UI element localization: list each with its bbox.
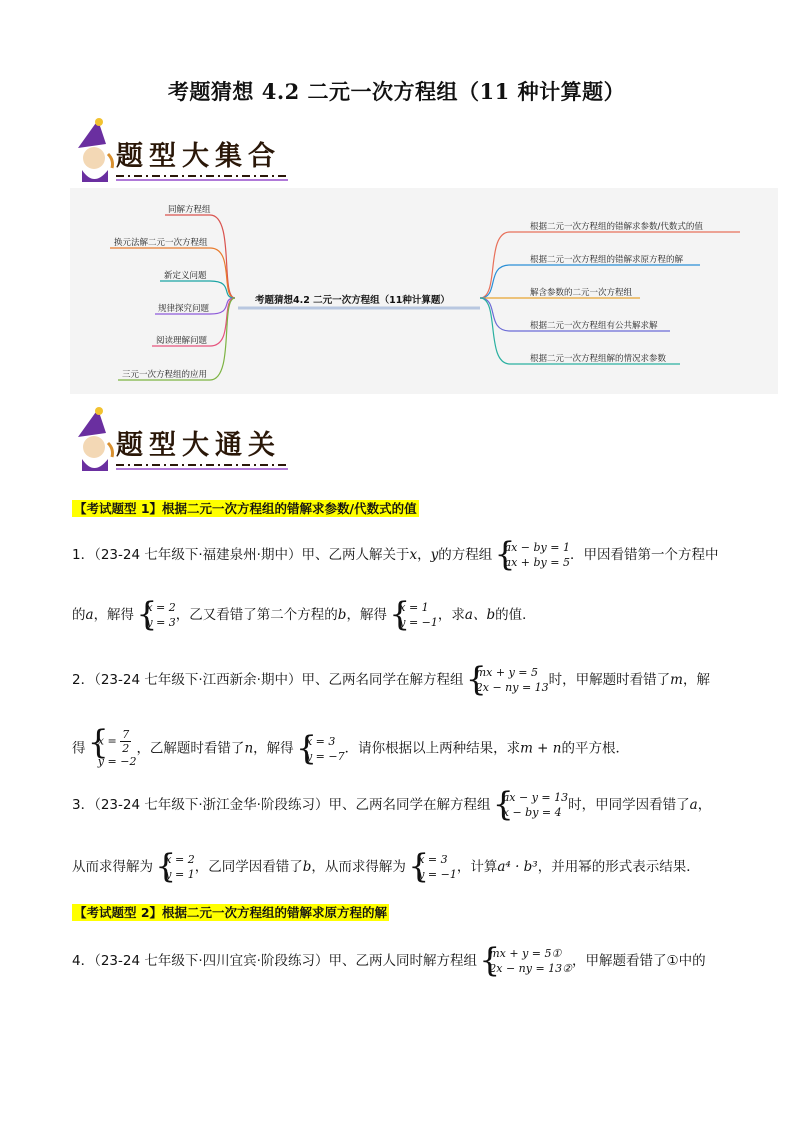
section-tag-2 [72, 902, 389, 921]
question-2-line-1 [72, 665, 710, 695]
mind-map [70, 188, 778, 394]
question-text: ，解得 [346, 607, 387, 623]
equation-line: { x = 2 [146, 601, 176, 614]
equation-line: { x = 3 [305, 734, 336, 748]
question-3-line-1 [72, 790, 711, 820]
section-tag-label: 【考试题型 1】根据二元一次方程组的错解求参数/代数式的值 [74, 501, 417, 516]
question-text: 3．（23-24 七年级下·浙江金华·阶段练习）甲、乙两名同学在解方程组 [72, 797, 491, 813]
mind-map-right-node: 根据二元一次方程组的错解求原方程的解 [530, 255, 684, 265]
banner-title: 题型大集合 [116, 141, 281, 172]
equation-system [468, 665, 549, 695]
equation-line: ax + by = 5 [504, 556, 570, 569]
question-text: ，乙又看错了第二个方程的 [175, 607, 338, 623]
math-var: a [85, 607, 94, 623]
equation-line: y = 1 [165, 868, 195, 881]
question-4-line-1 [72, 946, 706, 976]
question-text: 1．（23-24 七年级下·福建泉州·期中）甲、乙两人解关于 [72, 547, 410, 563]
question-text: ，并用幂的形式表示结果． [537, 859, 700, 875]
equation-line: 2x − ny = 13 [475, 681, 549, 694]
math-var: a [689, 797, 698, 813]
mind-map-center: 考题猜想4.2 二元一次方程组（11种计算题） [255, 295, 450, 306]
math-var: y [430, 547, 439, 563]
question-text: ．甲因看错第一个方程中 [569, 547, 719, 563]
question-text: 4．（23-24 七年级下·四川宜宾·阶段练习）甲、乙两人同时解方程组 [72, 953, 477, 969]
fraction-numerator: 7 [122, 728, 130, 741]
solution-system [298, 734, 345, 764]
equation-line: y = −7 [305, 749, 345, 763]
question-text: ，乙同学因看错了 [194, 859, 303, 875]
equation-line: { ax − by = 1 [504, 541, 570, 554]
equation-line: 2x − ny = 13② [489, 962, 573, 975]
solution-system [391, 600, 438, 630]
fraction-denominator: 2 [122, 742, 130, 755]
equation-line: y = 3 [146, 616, 176, 629]
math-var: a、b [464, 607, 496, 623]
mind-map-left-node: 新定义问题 [164, 271, 207, 281]
equation-line: y = −2 [97, 755, 137, 768]
equation-system [497, 540, 570, 570]
equation-line: { x = 1 [399, 601, 429, 614]
equation-line: { ax − y = 13 [502, 791, 569, 804]
question-text: ， [697, 797, 712, 813]
question-text: ．请你根据以上两种结果，求 [344, 740, 521, 757]
question-3-line-2 [72, 852, 700, 882]
question-text: ，计算 [456, 859, 498, 875]
question-text: ，解 [682, 672, 710, 688]
question-text: 的 [72, 607, 86, 623]
question-2-line-2 [72, 728, 629, 769]
question-text: 从而求得解为 [72, 859, 153, 875]
question-text: ，从而求得解为 [311, 859, 406, 875]
question-1-line-2 [72, 600, 536, 630]
math-var: b [337, 607, 347, 623]
solution-system [410, 852, 457, 882]
question-text: 时，甲解题时看错了 [548, 672, 671, 688]
fraction [120, 728, 131, 755]
equation-line: y = −1 [418, 868, 457, 881]
equation-system [481, 946, 572, 976]
equation-line: y = −1 [399, 616, 438, 629]
question-text: 的平方根． [561, 740, 629, 757]
section-banner-challenge [68, 405, 298, 477]
mind-map-connectors [70, 188, 778, 394]
section-tag-label: 【考试题型 2】根据二元一次方程组的错解求原方程的解 [74, 905, 388, 920]
question-text: 得 [72, 740, 86, 757]
banner-title: 题型大通关 [116, 430, 281, 461]
math-var: n [244, 740, 254, 757]
question-text: 的方程组 [438, 547, 493, 563]
equation-line: x − by = 4 [502, 806, 562, 819]
question-text: ，乙解题时看错了 [136, 740, 245, 757]
solution-system [90, 728, 137, 769]
mind-map-right-node: 根据二元一次方程组有公共解求解 [530, 321, 658, 331]
mind-map-left-node: 阅读理解问题 [156, 336, 208, 346]
question-1-line-1 [72, 540, 718, 570]
question-text: ，解得 [253, 740, 294, 757]
mind-map-left-node: 换元法解二元一次方程组 [114, 238, 208, 248]
question-text: 时，甲同学因看错了 [568, 797, 690, 813]
mind-map-right-node: 解含参数的二元一次方程组 [530, 288, 633, 298]
question-text: 2．（23-24 七年级下·江西新余·期中）甲、乙两名同学在解方程组 [72, 672, 464, 688]
math-var: b [302, 859, 312, 875]
equation-system [495, 790, 568, 820]
math-expression: a⁴ · b³ [497, 859, 538, 875]
question-text: ，甲解题看错了①中的 [572, 953, 706, 969]
mind-map-left-node: 三元一次方程组的应用 [122, 370, 208, 380]
equation-line: { x = 2 [165, 853, 195, 866]
page-title: 考题猜想 4.2 二元一次方程组（11 种计算题） [167, 79, 626, 104]
math-var: m [670, 672, 683, 688]
equation-line: { mx + y = 5① [489, 947, 562, 960]
solution-system [138, 600, 175, 630]
mind-map-right-node: 根据二元一次方程组的错解求参数/代数式的值 [530, 222, 703, 232]
mind-map-left-node: 规律探究问题 [158, 304, 210, 314]
solution-system [157, 852, 194, 882]
mind-map-right-node: 根据二元一次方程组解的情况求参数 [530, 354, 667, 364]
equation-line: x = [97, 734, 121, 748]
question-text: ，求 [437, 607, 465, 623]
math-var: m + n [520, 740, 562, 757]
mind-map-left-node: 同解方程组 [168, 205, 211, 215]
question-text: 的值． [495, 607, 536, 623]
math-var: x [409, 547, 418, 563]
question-text: ，解得 [93, 607, 135, 623]
section-banner-collection [68, 118, 298, 188]
question-text: ， [417, 547, 431, 563]
equation-line: { mx + y = 5 [475, 666, 539, 679]
equation-line: { x = 3 [418, 853, 448, 866]
section-tag-1 [72, 498, 419, 517]
